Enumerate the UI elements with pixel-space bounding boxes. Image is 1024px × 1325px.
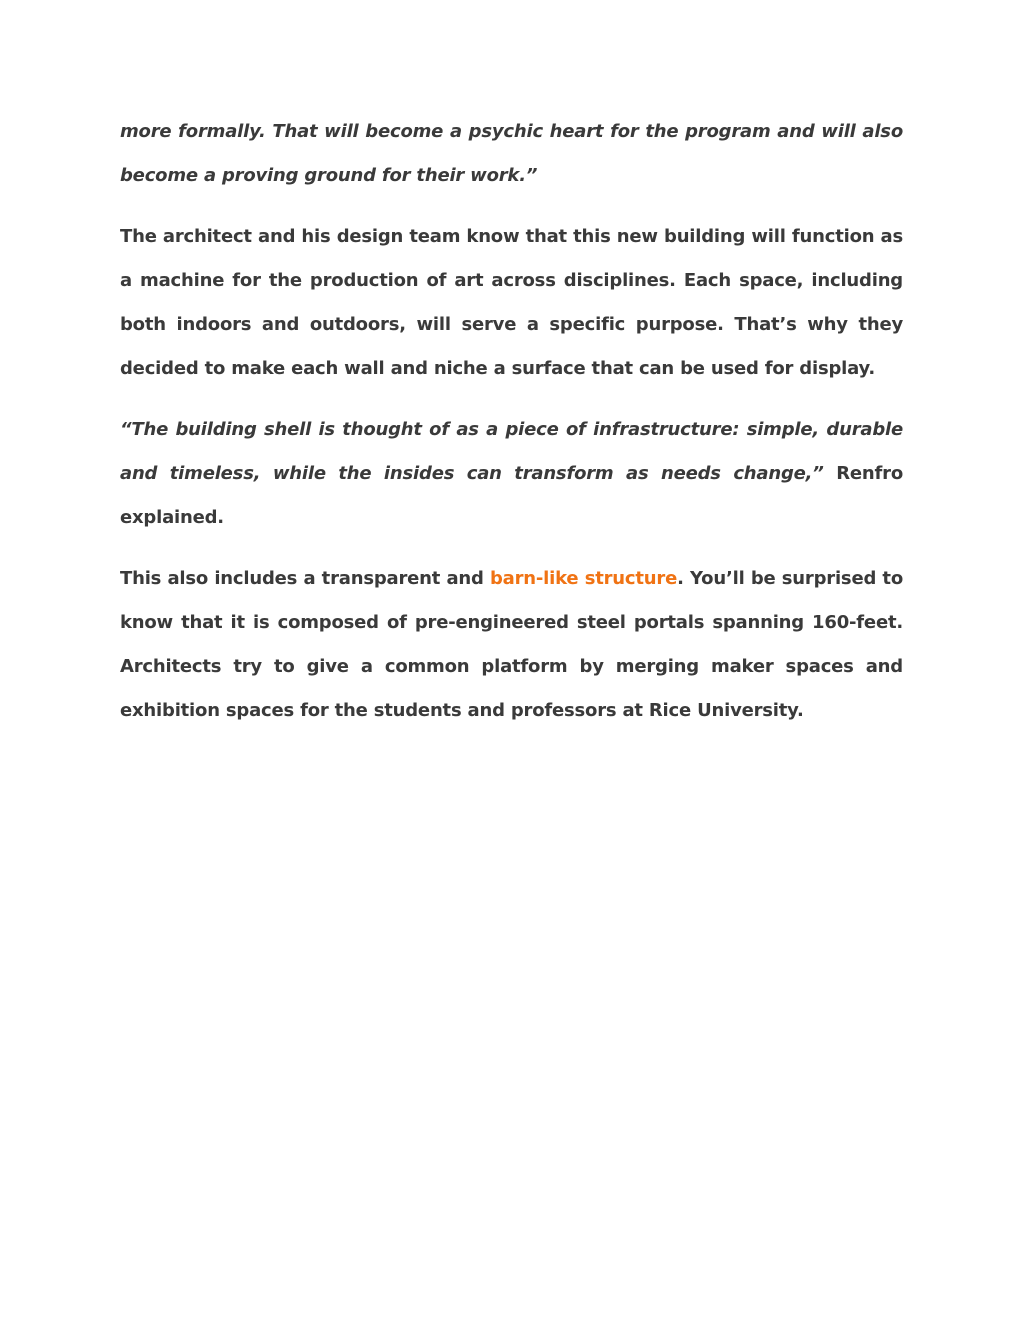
structure-text-before-link: This also includes a transparent and (120, 568, 490, 589)
structure-paragraph (120, 557, 903, 733)
quote-attribution: Renfro explained. (120, 463, 903, 528)
renfro-quote: “The building shell is thought of as a piece of infrastructure: simple, durable and timeless, while the insides can transform as needs change,” (120, 419, 903, 484)
barn-like-structure-link[interactable]: barn-like structure (489, 568, 678, 589)
building-function-paragraph: The architect and his design team know that this new building will function as a machine for the production of art across disciplines. Each space, including both indoors and outdoors, will serve a specific purpose. That’s why they decided to make each wall and niche a surface that can be used for display. (120, 226, 903, 379)
structure-text-after-link: . You’ll be surprised to know that it is composed of pre-engineered steel portals spanning 160-feet. Architects try to give a common platform by merging maker spaces and exhibition spaces for the students and professors at Rice University. (120, 568, 903, 721)
renfro-quote-paragraph (120, 408, 903, 540)
quote-continuation-paragraph: more formally. That will become a psychic heart for the program and will also become a proving ground for their work.” (120, 121, 903, 186)
document-body (120, 110, 903, 750)
